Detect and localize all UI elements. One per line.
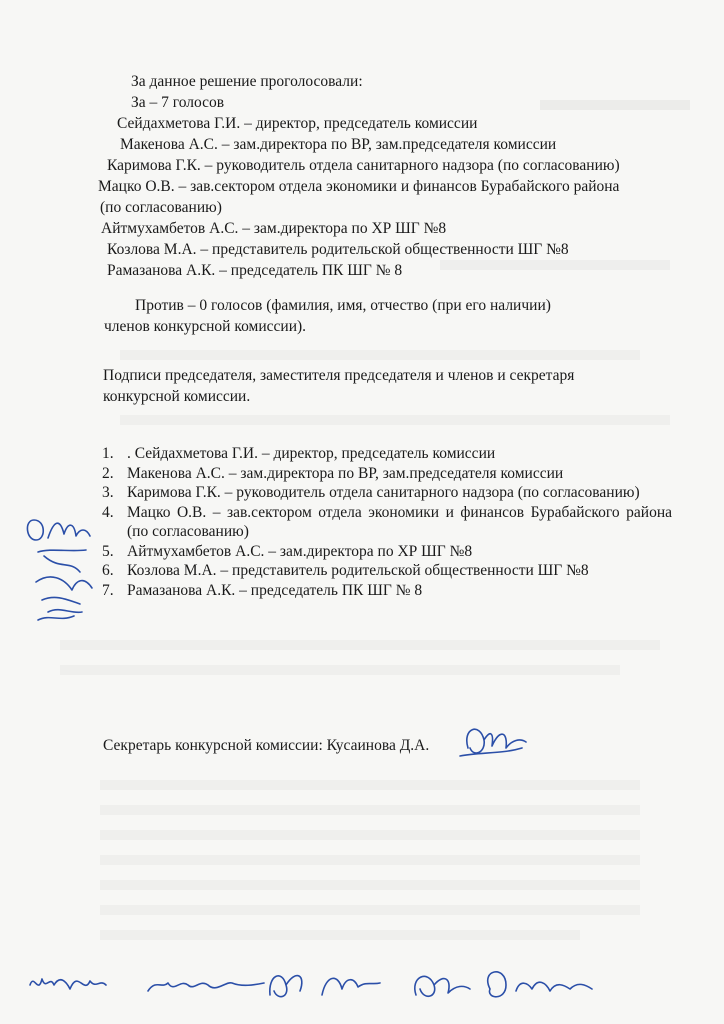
for-member: Айтмухамбетов А.С. – зам.директора по ХР ШГ №8 xyxy=(101,220,447,237)
vote-intro: За данное решение проголосовали: xyxy=(131,73,363,90)
for-member: Сейдахметова Г.И. – директор, председатель комиссии xyxy=(117,115,478,132)
for-member: Козлова М.А. – представитель родительской общественности ШГ №8 xyxy=(107,241,569,258)
signer-number: 3. xyxy=(102,484,114,501)
signer-number: 7. xyxy=(102,581,114,599)
signer-text: Макенова А.С. – зам.директора по ВР, зам.председателя комиссии xyxy=(127,464,564,482)
footer-signatures xyxy=(20,955,710,1015)
signer-text: Мацко О.В. – зав.сектором отдела экономики и финансов Бурабайского района (по согласованию) xyxy=(127,503,672,540)
for-member: Каримова Г.К. – руководитель отдела санитарного надзора (по согласованию) xyxy=(107,157,620,174)
for-member: Рамазанова А.К. – председатель ПК ШГ № 8 xyxy=(107,262,403,279)
signer-text: Козлова М.А. – представитель родительской общественности ШГ №8 xyxy=(127,562,589,579)
signer-item xyxy=(102,464,672,484)
signer-number: 5. xyxy=(102,542,114,560)
for-member: Макенова А.С. – зам.директора по ВР, зам.председателя комиссии xyxy=(120,136,557,153)
signer-number: 6. xyxy=(102,562,114,579)
for-member: Мацко О.В. – зав.сектором отдела экономики и финансов Бурабайского района xyxy=(98,178,620,195)
signatures-heading-cont: конкурсной комиссии. xyxy=(103,388,251,405)
signer-item xyxy=(102,444,672,464)
signer-number: 4. xyxy=(102,503,114,521)
signer-text: Рамазанова А.К. – председатель ПК ШГ № 8 xyxy=(127,581,423,599)
signer-text: Айтмухамбетов А.С. – зам.директора по ХР ШГ №8 xyxy=(127,542,473,560)
signatures-heading: Подписи председателя, заместителя председателя и членов и секретаря xyxy=(103,367,575,384)
signer-text: . Сейдахметова Г.И. – директор, председатель комиссии xyxy=(127,445,496,462)
signer-item xyxy=(102,561,672,581)
votes-against: Против – 0 голосов (фамилия, имя, отчество (при его наличии) xyxy=(135,297,551,314)
secretary-signature xyxy=(450,718,530,768)
signer-number: 2. xyxy=(102,464,114,482)
margin-signatures xyxy=(20,500,100,630)
signer-text: Каримова Г.К. – руководитель отдела санитарного надзора (по согласованию) xyxy=(127,484,640,501)
secretary-line: Секретарь конкурсной комиссии: Кусаинова Д.А. xyxy=(103,737,430,754)
signer-item xyxy=(102,542,672,562)
signer-item xyxy=(102,581,672,601)
signer-number: 1. xyxy=(102,445,114,462)
votes-for: За – 7 голосов xyxy=(131,94,225,111)
votes-against-cont: членов конкурсной комиссии). xyxy=(104,318,307,335)
for-member: (по согласованию) xyxy=(100,199,222,216)
signers-list xyxy=(102,444,672,600)
signer-item xyxy=(102,483,672,503)
signer-item xyxy=(102,503,672,542)
